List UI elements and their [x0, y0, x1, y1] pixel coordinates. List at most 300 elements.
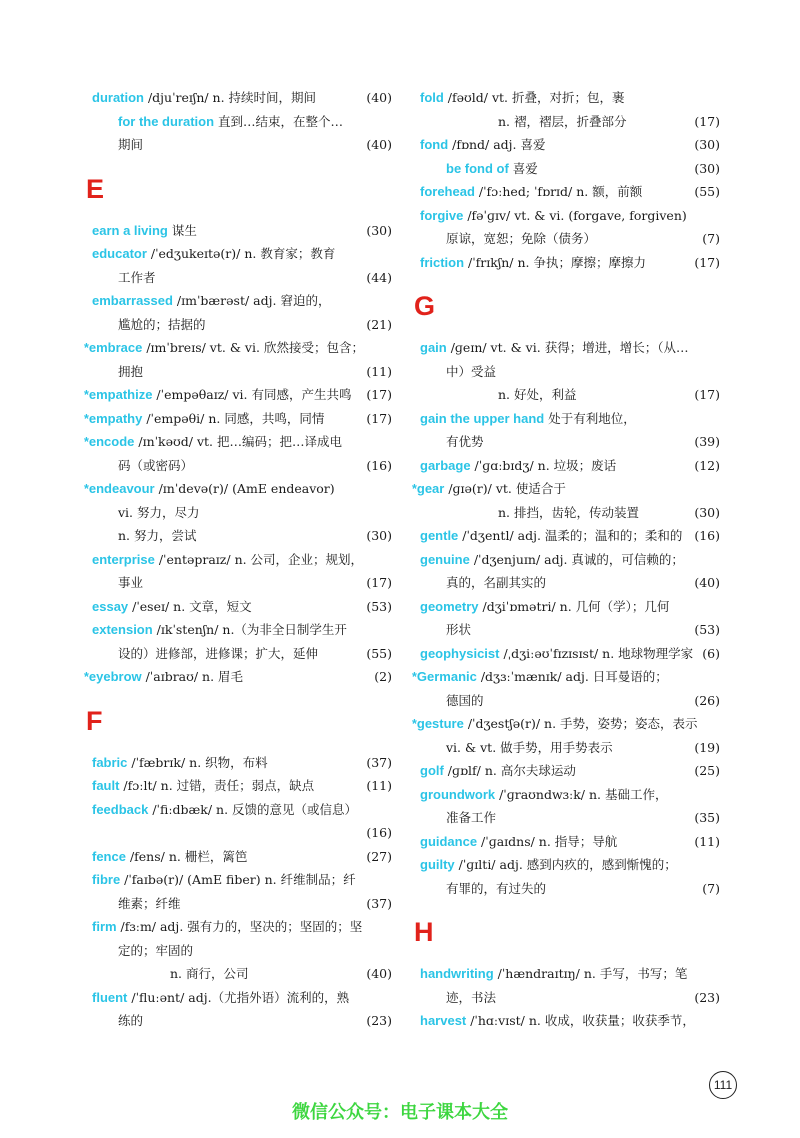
definition: /ˈaɪbraʊ/ n. 眉毛: [141, 669, 244, 684]
definition: 德国的: [446, 692, 484, 708]
entry-line: [412, 665, 720, 689]
definition: 事业: [118, 575, 144, 590]
entry-text: [84, 477, 388, 502]
entry-line: [92, 524, 392, 548]
page-ref: (40): [366, 966, 392, 981]
page-ref: (17): [366, 410, 392, 426]
entry-text: [84, 336, 388, 361]
entry-line: [84, 383, 392, 407]
headword: fence: [92, 848, 126, 864]
entry-line: [420, 180, 720, 204]
page-ref: (53): [694, 622, 720, 637]
definition: 迹，书法: [446, 989, 497, 1005]
headword: friction: [420, 254, 465, 270]
entry-line: [92, 892, 392, 916]
headword: duration: [92, 90, 144, 105]
definition: vi. 努力，尽力: [118, 504, 200, 520]
entry-line: [92, 454, 392, 478]
definition: 尴尬的；拮据的: [118, 316, 206, 332]
entry-text: [498, 501, 690, 525]
definition: 工作者: [118, 269, 156, 285]
headword: guilty: [420, 857, 455, 872]
page-ref: (17): [366, 575, 392, 590]
headword: encode: [88, 434, 135, 449]
entry-text: [118, 313, 362, 337]
definition: 直到…结束，在整个…: [214, 113, 344, 129]
headword: Germanic: [416, 669, 477, 684]
entry-text: [92, 868, 388, 892]
page-ref: (17): [694, 113, 720, 129]
definition: vi. & vt. 做手势，用手势表示: [446, 739, 613, 755]
definition: 喜爱: [508, 160, 538, 176]
entry-text: [446, 360, 716, 384]
entry-line: [92, 774, 392, 798]
entry-text: [92, 289, 388, 313]
page-ref: (44): [366, 269, 392, 285]
entry-line: [420, 157, 720, 181]
entry-text: [118, 1009, 362, 1033]
headword: for the duration: [118, 113, 215, 129]
entry-text: [420, 853, 716, 877]
definition: 处于有利地位，: [544, 410, 636, 426]
entry-text: [420, 454, 690, 478]
entry-line: [420, 877, 720, 901]
entry-line: [420, 133, 720, 157]
definition: /dʒiˈɒmətri/ n. 几何（学）；几何: [478, 598, 670, 614]
section-letter: E: [86, 173, 105, 204]
entry-line: [420, 524, 720, 548]
definition: /ˈdʒenjuɪn/ adj. 真诚的，可信赖的；: [469, 551, 684, 567]
entry-text: [118, 642, 362, 666]
page-ref: (55): [366, 645, 392, 661]
entry-line: [420, 853, 720, 877]
entry-line: [420, 689, 720, 713]
entry-line: [420, 759, 720, 783]
entry-line: [420, 1009, 720, 1033]
definition: n. 商行，公司: [170, 966, 249, 981]
entry-line: [92, 962, 392, 986]
page-ref: (16): [366, 825, 392, 840]
definition: 形状: [446, 622, 472, 637]
entry-line: [92, 501, 392, 525]
entry-text: [420, 524, 690, 548]
entry-line: [92, 86, 392, 110]
entry-line: [92, 915, 392, 939]
entry-text: [92, 751, 362, 775]
page-ref: (37): [366, 754, 392, 770]
section-letter: H: [414, 917, 434, 947]
definition: /ˈentəpraɪz/ n. 公司，企业；规划，: [154, 551, 364, 567]
page-ref: (2): [374, 669, 392, 684]
page-ref: (11): [366, 778, 392, 793]
definition: /ɡɒlf/ n. 高尔夫球运动: [443, 763, 576, 778]
definition: 期间: [118, 137, 144, 152]
entry-line: [420, 454, 720, 478]
entry-line: [92, 751, 392, 775]
definition: 中）受益: [446, 363, 497, 379]
headword: enterprise: [92, 551, 155, 567]
headword: empathize: [88, 387, 153, 402]
entry-text: [92, 595, 362, 619]
entry-text: [446, 877, 698, 901]
definition: /ˈhændraɪtɪŋ/ n. 手写，书写；笔: [493, 966, 688, 981]
entry-text: [92, 618, 388, 642]
entry-text: [446, 430, 690, 454]
entry-text: [420, 180, 690, 204]
entry-line: [92, 798, 392, 822]
page-ref: (30): [366, 528, 392, 543]
page-ref: (21): [366, 316, 392, 332]
page-ref: (30): [694, 160, 720, 176]
entry-line: [420, 806, 720, 830]
entry-line: [92, 821, 392, 845]
entry-text: [420, 783, 716, 807]
page-ref: (39): [694, 434, 720, 449]
entry-text: [118, 110, 388, 134]
definition: /fɒnd/ adj. 喜爱: [448, 137, 546, 152]
definition: 真的，名副其实的: [446, 575, 547, 590]
entry-text: [84, 383, 362, 408]
headword: fond: [420, 137, 449, 152]
page-ref: (12): [694, 457, 720, 473]
definition: /ɡɪə(r)/ vt. 使适合于: [444, 481, 566, 496]
entry-text: [118, 524, 362, 548]
page-ref: (25): [694, 763, 720, 778]
entry-text: [118, 892, 362, 916]
entry-line: [420, 783, 720, 807]
entry-text: [412, 477, 716, 502]
new-word-marker: *: [412, 482, 417, 496]
definition: /dʒɜːˈmænɪk/ adj. 日耳曼语的；: [476, 669, 668, 684]
entry-line: [420, 336, 720, 360]
page-ref: (55): [694, 184, 720, 199]
headword: golf: [420, 763, 444, 778]
page-ref: (30): [694, 504, 720, 520]
definition: 准备工作: [446, 810, 497, 825]
page-ref: (16): [694, 528, 720, 543]
entry-line: [412, 712, 720, 736]
page-ref: (17): [366, 387, 392, 402]
new-word-marker: *: [84, 482, 89, 496]
entry-line: [420, 227, 720, 251]
definition: 谋生: [167, 222, 197, 238]
entry-text: [420, 407, 716, 431]
entry-text: [420, 759, 690, 783]
definition: 设的）进修部，进修课；扩大，延伸: [118, 645, 319, 661]
new-word-marker: *: [84, 388, 89, 402]
page-ref: (7): [702, 880, 720, 896]
definition: 原谅，宽恕；免除（债务）: [446, 231, 597, 246]
page-ref: (30): [366, 222, 392, 238]
entry-line: [420, 548, 720, 572]
definition: /fens/ n. 栅栏，篱笆: [125, 848, 248, 864]
entry-text: [412, 665, 716, 690]
definition: /ˈdʒestʃə(r)/ n. 手势，姿势；姿态，表示: [463, 716, 698, 731]
definition: /ɪkˈstenʃn/ n.（为非全日制学生开: [152, 622, 347, 637]
page-ref: (30): [694, 137, 720, 152]
headword: gear: [416, 481, 445, 496]
new-word-marker: *: [84, 670, 89, 684]
entry-text: [92, 798, 388, 822]
entry-text: [420, 204, 716, 228]
headword: empathy: [88, 410, 143, 426]
entry-text: [118, 133, 362, 157]
entry-line: [92, 360, 392, 384]
headword: earn a living: [92, 222, 168, 238]
entry-line: [92, 618, 392, 642]
entry-text: [420, 336, 716, 360]
entry-line: [92, 133, 392, 157]
page-ref: (11): [366, 363, 392, 379]
entry-line: [92, 642, 392, 666]
headword: gain the upper hand: [420, 410, 545, 426]
page-ref: (11): [694, 833, 720, 849]
entry-text: [92, 915, 388, 939]
entry-text: [118, 266, 362, 290]
entry-line: [420, 360, 720, 384]
headword: gain: [420, 340, 447, 355]
definition: /ɪnˈdevə(r)/ (AmE endeavor): [154, 481, 335, 496]
section-letter: F: [86, 705, 103, 736]
page-ref: (17): [694, 254, 720, 270]
entry-text: [84, 665, 370, 690]
right-column: [412, 86, 720, 1033]
entry-line: [84, 407, 392, 431]
page-ref: (26): [694, 692, 720, 708]
headword: harvest: [420, 1013, 467, 1028]
entry-line: [92, 242, 392, 266]
headword: gentle: [420, 528, 459, 543]
entry-line: [420, 642, 720, 666]
definition: /ɪmˈbærəst/ adj. 窘迫的，: [172, 293, 331, 308]
entry-text: [446, 618, 690, 642]
entry-line: [412, 477, 720, 501]
entry-text: [118, 571, 362, 595]
definition: /ˈfaɪbə(r)/ (AmE fiber) n. 纤维制品；纤: [120, 872, 356, 887]
entry-line: [84, 430, 392, 454]
headword: fibre: [92, 872, 121, 887]
headword: embrace: [88, 340, 143, 355]
definition: 练的: [118, 1013, 144, 1028]
page-ref: (23): [694, 989, 720, 1005]
headword: educator: [92, 246, 147, 261]
headword: fault: [92, 778, 120, 793]
page-ref: (37): [366, 895, 392, 911]
page-number: 111: [709, 1071, 737, 1099]
definition: n. 努力，尝试: [118, 528, 197, 543]
definition: /ˈɡaɪdns/ n. 指导；导航: [477, 833, 618, 849]
entry-line: [84, 477, 392, 501]
entry-line: [92, 266, 392, 290]
headword: essay: [92, 598, 129, 614]
page-ref: (27): [366, 848, 392, 864]
entry-line: [92, 313, 392, 337]
definition: 有优势: [446, 434, 484, 449]
entry-text: [446, 571, 690, 595]
entry-line: [420, 618, 720, 642]
entry-line: [92, 1009, 392, 1033]
entry-text: [420, 962, 716, 986]
page-ref: (16): [366, 457, 392, 473]
definition: /ˈdʒentl/ adj. 温柔的；温和的；柔和的: [458, 528, 683, 543]
entry-line: [420, 251, 720, 275]
headword: geometry: [420, 598, 479, 614]
entry-line: [420, 430, 720, 454]
headword: garbage: [420, 457, 471, 473]
headword: feedback: [92, 801, 149, 817]
entry-text: [420, 133, 690, 157]
entry-text: [420, 595, 716, 619]
entry-text: [446, 806, 690, 830]
entry-line: [92, 110, 392, 134]
headword: endeavour: [88, 481, 155, 496]
headword: forehead: [420, 184, 475, 199]
entry-text: [92, 242, 388, 266]
definition: /fɜːm/ adj. 强有力的，坚决的；坚固的；坚: [116, 919, 363, 934]
entry-line: [92, 595, 392, 619]
page-ref: (53): [366, 598, 392, 614]
headword: fabric: [92, 754, 128, 770]
headword: extension: [92, 622, 153, 637]
entry-line: [420, 204, 720, 228]
entry-text: [420, 1009, 716, 1033]
headword: fluent: [92, 989, 128, 1005]
definition: /ˈfluːənt/ adj.（尤指外语）流利的，熟: [127, 989, 350, 1005]
entry-text: [420, 157, 690, 181]
definition: /ˈfiːdbæk/ n. 反馈的意见（或信息）: [148, 801, 358, 817]
page-ref: (23): [366, 1013, 392, 1028]
entry-line: [420, 595, 720, 619]
entry-line: [420, 736, 720, 760]
entry-text: [118, 454, 362, 478]
entry-line: [92, 868, 392, 892]
entry-text: [118, 501, 388, 525]
definition: /ˈfæbrɪk/ n. 织物，布料: [127, 754, 268, 770]
headword: eyebrow: [88, 669, 142, 684]
definition: /ɪnˈkəʊd/ vt. 把…编码；把…译成电: [134, 434, 343, 449]
entry-line: [420, 571, 720, 595]
definition: /ɪmˈbreɪs/ vt. & vi. 欣然接受；包含；: [142, 340, 364, 355]
entry-text: [420, 548, 716, 572]
headword: guidance: [420, 833, 478, 849]
definition: /ˌdʒiːəʊˈfɪzɪsɪst/ n. 地球物理学家: [499, 645, 694, 661]
entry-line: [420, 110, 720, 134]
definition: /ˈedʒukeɪtə(r)/ n. 教育家；教育: [146, 246, 336, 261]
entry-line: [92, 219, 392, 243]
footer-watermark: 微信公众号：电子课本大全: [292, 1102, 508, 1123]
page-ref: (40): [366, 137, 392, 152]
headword: fold: [420, 90, 444, 105]
entry-line: [420, 501, 720, 525]
definition: 维素；纤维: [118, 895, 181, 911]
definition: /djuˈreɪʃn/ n. 持续时间，期间: [144, 90, 317, 105]
definition: /ˈempəθi/ n. 同感，共鸣，同情: [142, 410, 325, 426]
entry-text: [420, 86, 716, 110]
left-column: [84, 86, 392, 1033]
entry-line: [92, 845, 392, 869]
entry-text: [498, 383, 690, 407]
definition: n. 褶，褶层，折叠部分: [498, 113, 627, 129]
page-ref: (17): [694, 387, 720, 402]
page-ref: (7): [702, 231, 720, 246]
definition: /ˈɡraʊndwɜːk/ n. 基础工作，: [495, 786, 668, 802]
definition: 码（或密码）: [118, 457, 194, 473]
entry-text: [446, 736, 690, 760]
entry-text: [420, 642, 698, 666]
headword: groundwork: [420, 786, 496, 802]
definition: /ˈɡɪlti/ adj. 感到内疚的，感到惭愧的；: [454, 857, 677, 872]
definition: /fəʊld/ vt. 折叠，对折；包，裹: [443, 90, 625, 105]
entry-text: [446, 986, 690, 1010]
page-ref: (35): [694, 810, 720, 825]
entry-text: [446, 689, 690, 713]
headword: firm: [92, 919, 117, 934]
entry-line: [92, 986, 392, 1010]
entry-text: [170, 962, 362, 986]
headword: forgive: [420, 207, 464, 223]
definition: 定的；牢固的: [118, 942, 194, 958]
definition: n. 好处，利益: [498, 387, 577, 402]
entry-text: [420, 251, 690, 275]
definition: 拥抱: [118, 363, 144, 379]
headword: gesture: [416, 716, 464, 731]
entry-text: [498, 110, 690, 134]
definition: n. 排挡，齿轮，传动装置: [498, 504, 639, 520]
definition: /ˈfrɪkʃn/ n. 争执；摩擦；摩擦力: [464, 254, 646, 270]
entry-line: [420, 86, 720, 110]
entry-line: [92, 571, 392, 595]
entry-line: [92, 548, 392, 572]
definition: /fəˈɡɪv/ vt. & vi. (forgave, forgiven): [463, 207, 687, 223]
page-ref: (40): [366, 90, 392, 105]
entry-line: [92, 289, 392, 313]
section-letter: G: [414, 291, 436, 321]
definition: /ˈeseɪ/ n. 文章，短文: [128, 598, 252, 614]
entry-line: [420, 962, 720, 986]
definition: /ˈhɑːvɪst/ n. 收成，收获量；收获季节，: [466, 1013, 695, 1028]
entry-text: [118, 360, 362, 384]
page-ref: (40): [694, 575, 720, 590]
new-word-marker: *: [84, 411, 89, 426]
entry-text: [92, 219, 362, 243]
entry-line: [84, 665, 392, 689]
entry-text: [92, 86, 362, 110]
headword: geophysicist: [420, 645, 500, 661]
definition: /ɡeɪn/ vt. & vi. 获得；增进，增长；（从…: [446, 340, 689, 355]
entry-text: [92, 774, 362, 798]
entry-line: [84, 336, 392, 360]
headword: embarrassed: [92, 293, 173, 308]
definition: /fɔːlt/ n. 过错，责任；弱点，缺点: [119, 778, 315, 793]
definition: /ˈempəθaɪz/ vi. 有同感，产生共鸣: [152, 387, 352, 402]
entry-text: [420, 830, 690, 854]
definition: /ˈɡɑːbɪdʒ/ n. 垃圾；废话: [470, 457, 617, 473]
headword: be fond of: [446, 160, 509, 176]
entry-text: [92, 548, 388, 572]
page-ref: (6): [702, 645, 720, 661]
entry-text: [118, 939, 388, 963]
entry-line: [420, 830, 720, 854]
new-word-marker: *: [84, 435, 89, 449]
entry-text: [446, 227, 698, 251]
headword: handwriting: [420, 966, 494, 981]
page-ref: (19): [694, 739, 720, 755]
headword: genuine: [420, 551, 470, 567]
entry-line: [420, 383, 720, 407]
entry-text: [84, 407, 362, 432]
entry-line: [420, 407, 720, 431]
definition: /ˈfɔːhed; ˈfɒrɪd/ n. 额，前额: [474, 184, 643, 199]
